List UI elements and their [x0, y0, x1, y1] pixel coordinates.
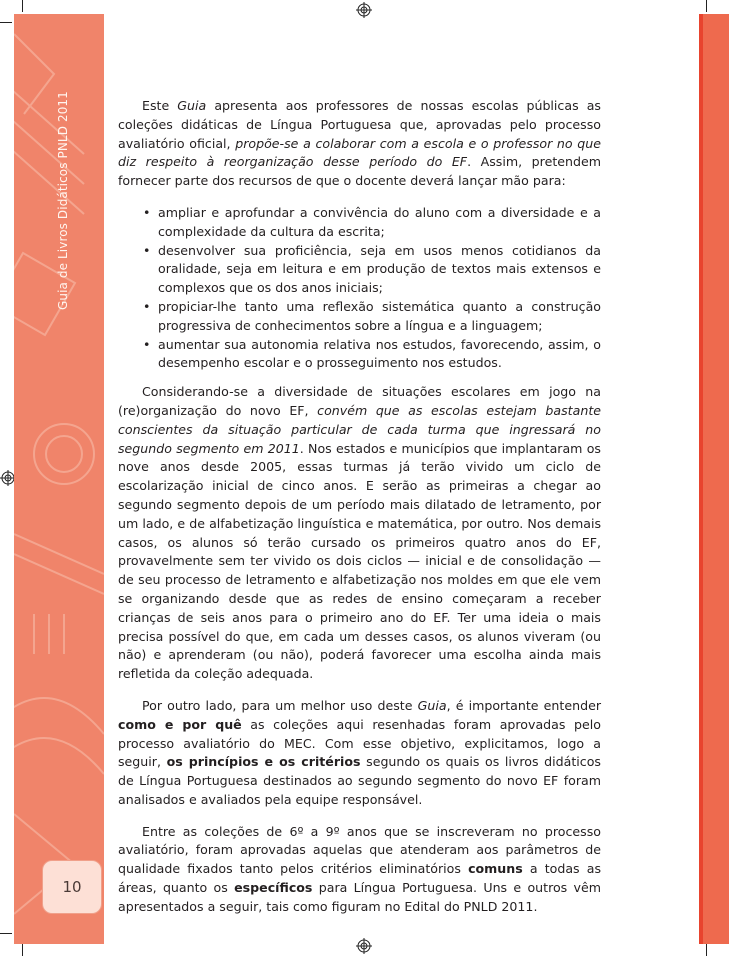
list-item: • aumentar sua autonomia relativa nos estudos, favorecendo, assim, o desempenho escolar e o prosseguimento nos estudos. — [158, 336, 601, 374]
trim-mark — [706, 0, 707, 12]
registration-mark-icon — [356, 938, 372, 954]
registration-mark-icon — [356, 2, 372, 18]
list-item: • desenvolver sua proficiência, seja em usos menos cotidianos da oralidade, seja em leitura e em produção de textos mais extensos e complexos que os dos anos iniciais; — [158, 242, 601, 298]
paragraph: Por outro lado, para um melhor uso deste Guia, é importante entender como e por quê as coleções aqui resenhadas foram aprovadas pelo processo avaliatório do MEC. Com esse objetivo, explicitamos, logo a seguir, os princípios e os critérios segundo os quais os livros didáticos de Língua Portuguesa destinados ao segundo segmento do novo EF foram analisados e avaliados pela equipe responsável. — [118, 697, 601, 807]
paragraph: Este Guia apresenta aos professores de nossas escolas públicas as coleções didáticas de Língua Portuguesa que, aprovadas pelo processo avaliatório oficial, propõe-se a colaborar com a escola e o professor no que diz respeito à reorganização desse período do EF. Assim, pretendem fornecer parte dos recursos de que o docente deverá lançar mão para: — [118, 98, 601, 189]
list-item: • propiciar-lhe tanto uma reflexão sistemática quanto a construção progressiva de conhecimentos sobre a língua e a linguagem; — [158, 298, 601, 336]
list-item: • ampliar e aprofundar a convivência do aluno com a diversidade e a complexidade da cultura da escrita; — [158, 204, 601, 242]
bullet-list — [118, 204, 601, 373]
page-number: 10 — [42, 860, 102, 914]
trim-mark — [22, 944, 23, 956]
trim-mark — [706, 944, 707, 956]
running-title: Guia de Livros Didáticos PNLD 2011 — [56, 91, 70, 310]
trim-mark — [0, 22, 12, 23]
trim-mark — [0, 933, 12, 934]
paragraph: Considerando-se a diversidade de situações escolares em jogo na (re)organização do novo EF, convém que as escolas estejam bastante conscientes da situação particular de cada turma que ingressará no segundo segmento em 2011. Nos estados e municípios que implantaram os nove anos desde 2005, essas turmas já terão vivido um ciclo de escolarização inicial de cinco anos. E serão as primeiras a chegar ao segundo segmento depois de um período mais dilatado de letramento, por um lado, e de alfabetização linguística e matemática, por outro. Nos demais casos, os alunos só terão cursado os primeiros quatro anos do EF, provavelmente sem ter vivido os dois ciclos — inicial e de consolidação — de seu processo de letramento e alfabetização nos moldes em que ele vem se organizando desde que as redes de ensino começaram a receber crianças de seis anos para o primeiro ano do EF. Ter uma ideia o mais precisa possível do que, em cada um desses casos, os alunos viveram (ou não) e aprenderam (ou não), poderá favorecer uma escolha ainda mais refletida da coleção adequada. — [118, 384, 601, 682]
body-text — [118, 97, 601, 930]
decorative-right-strip — [699, 14, 729, 944]
paragraph: Entre as coleções de 6º a 9º anos que se inscreveram no processo avaliatório, foram aprovadas aquelas que atenderam aos parâmetros de qualidade fixados tanto pelos critérios eliminatórios comuns a todas as áreas, quanto os específicos para Língua Portuguesa. Uns e outros vêm apresentados a seguir, tais como figuram no Edital do PNLD 2011. — [118, 823, 602, 914]
trim-mark — [22, 0, 23, 12]
